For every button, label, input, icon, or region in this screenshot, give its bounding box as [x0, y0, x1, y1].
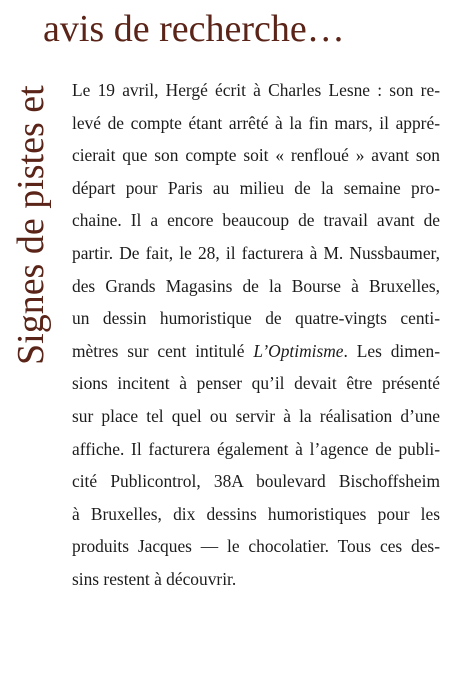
body-line: sins restent à découvrir.	[72, 568, 237, 589]
body-line: chaine. Il a encore beaucoup de travail avant de	[72, 210, 440, 231]
body-line: produits Jacques — le chocolatier. Tous ces des-	[72, 536, 440, 557]
body-text-segment: . Les dimen-	[343, 340, 441, 361]
body-paragraph	[72, 74, 440, 596]
heading-top-line: avis de recherche…	[43, 8, 345, 50]
artwork-title: L’Optimisme	[253, 340, 344, 361]
body-line: à Bruxelles, dix dessins humoristiques pour les	[72, 503, 440, 524]
body-text-segment: mètres sur cent intitulé	[72, 340, 254, 361]
body-line: Le 19 avril, Hergé écrit à Charles Lesne : son re-	[72, 80, 440, 100]
body-line: affiche. Il facturera également à l’agence de publi-	[72, 438, 440, 459]
body-line: partir. De fait, le 28, il facturera à M. Nussbaumer,	[72, 242, 440, 263]
body-line: sions incitent à penser qu’il devait être présenté	[72, 373, 440, 394]
body-line: cierait que son compte soit « renfloué » avant son	[72, 145, 440, 166]
body-line: un dessin humoristique de quatre-vingts centi-	[72, 308, 440, 329]
heading-side-line: Signes de pistes et	[10, 85, 52, 365]
body-line: des Grands Magasins de la Bourse à Bruxelles,	[72, 275, 440, 296]
body-line: levé de compte étant arrêté à la fin mars, il appré-	[72, 112, 440, 133]
body-line: sur place tel quel ou servir à la réalisation d’une	[72, 405, 440, 426]
body-line-with-title	[72, 335, 440, 368]
body-line: cité Publicontrol, 38A boulevard Bischoffsheim	[72, 471, 440, 492]
body-line: départ pour Paris au milieu de la semaine pro-	[72, 177, 440, 198]
